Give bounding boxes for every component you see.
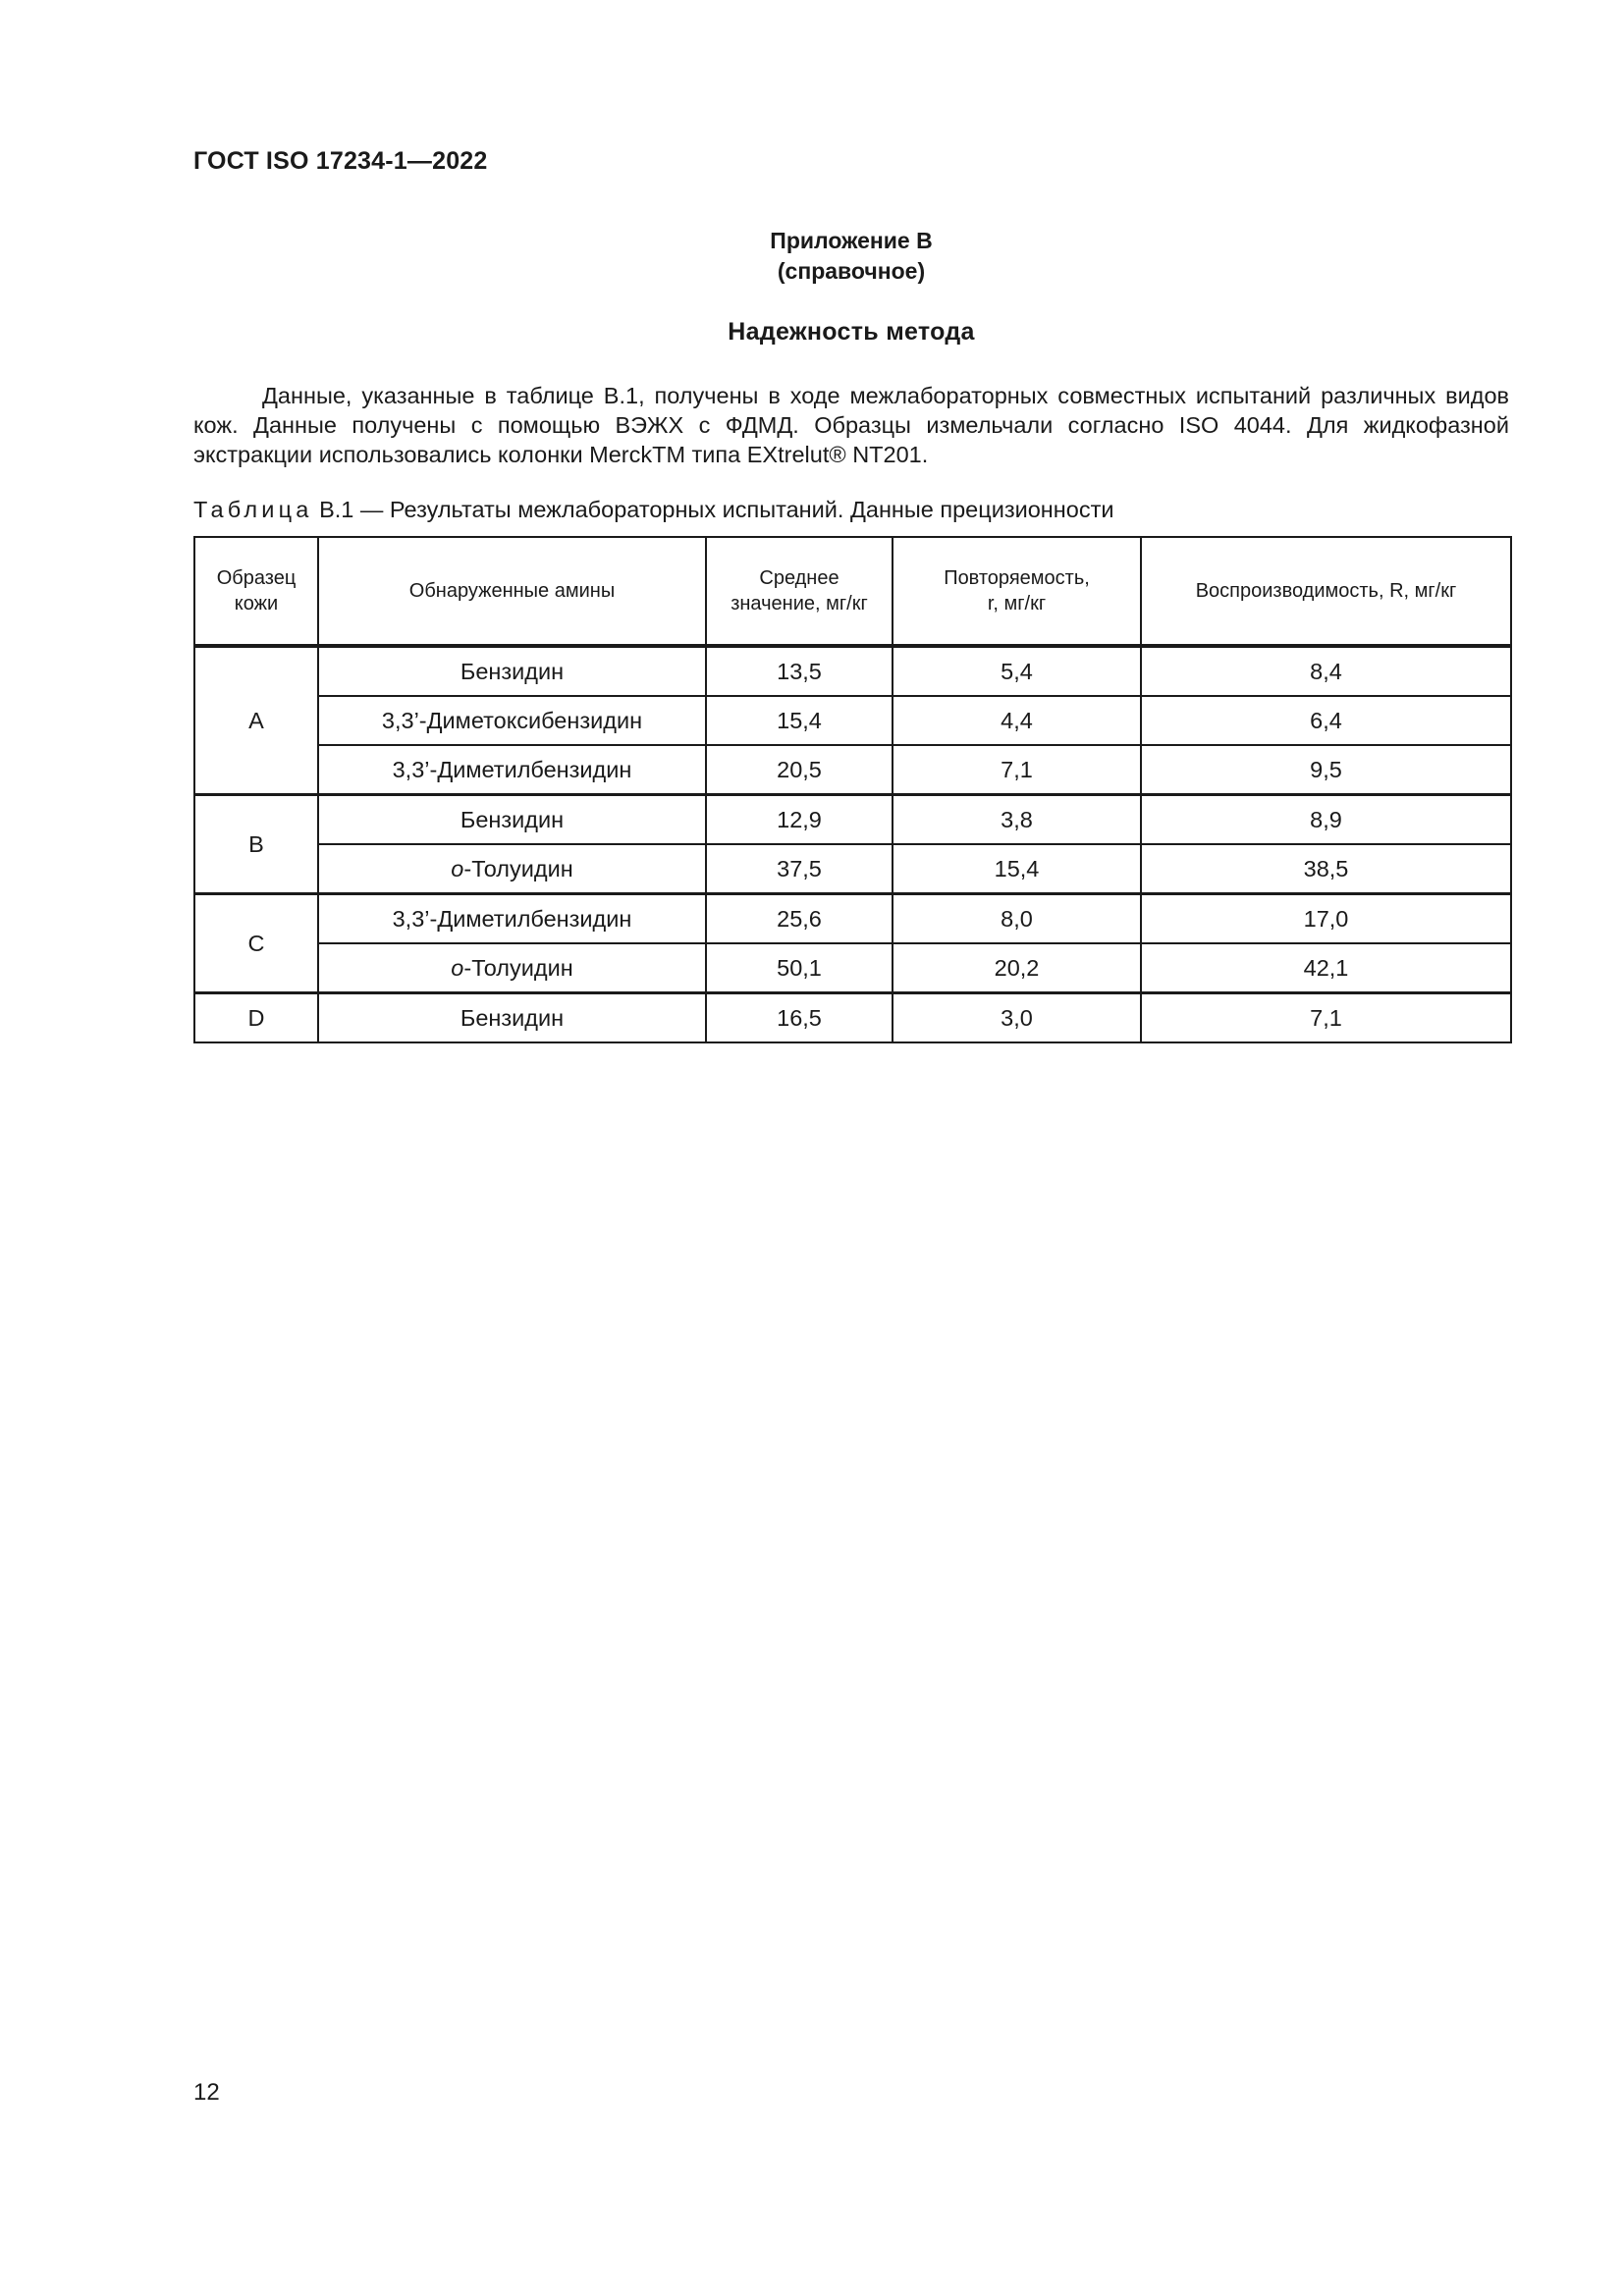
header-amines: Обнаруженные амины — [318, 537, 706, 646]
header-mean: Среднее значение, мг/кг — [706, 537, 893, 646]
header-repeatability: Повторяемость, r, мг/кг — [893, 537, 1141, 646]
page-number: 12 — [193, 2079, 220, 2106]
body-paragraph — [193, 381, 1509, 469]
amine-cell: Бензидин — [318, 993, 706, 1043]
amine-prefix: о — [451, 954, 464, 981]
repeatability-cell: 20,2 — [893, 943, 1141, 993]
repeatability-cell: 15,4 — [893, 844, 1141, 894]
amine-cell: 3,3’-Диметилбензидин — [318, 745, 706, 795]
amine-cell: Бензидин — [318, 646, 706, 696]
amine-prefix: о — [451, 855, 464, 881]
sample-cell: А — [194, 646, 318, 795]
table-row — [194, 795, 1511, 845]
appendix-title: Приложение В — [770, 228, 933, 253]
mean-cell: 50,1 — [706, 943, 893, 993]
table-row — [194, 745, 1511, 795]
header-sample: Образец кожи — [194, 537, 318, 646]
mean-cell: 12,9 — [706, 795, 893, 845]
repeatability-cell: 7,1 — [893, 745, 1141, 795]
amine-cell: Бензидин — [318, 795, 706, 845]
reproducibility-cell: 42,1 — [1141, 943, 1511, 993]
repeatability-cell: 3,8 — [893, 795, 1141, 845]
header-reproducibility: Воспроизводимость, R, мг/кг — [1141, 537, 1511, 646]
repeatability-cell: 5,4 — [893, 646, 1141, 696]
sample-cell: D — [194, 993, 318, 1043]
appendix-type: (справочное) — [777, 258, 926, 284]
mean-cell: 20,5 — [706, 745, 893, 795]
reproducibility-cell: 6,4 — [1141, 696, 1511, 745]
sample-cell: В — [194, 795, 318, 894]
reproducibility-cell: 8,9 — [1141, 795, 1511, 845]
table-row — [194, 943, 1511, 993]
mean-cell: 37,5 — [706, 844, 893, 894]
document-code: ГОСТ ISO 17234-1—2022 — [193, 147, 488, 175]
body-paragraph-text: Данные, указанные в таблице В.1, получены в ходе межлабораторных совместных испытаний различных видов кож. Данные получены с помощью ВЭЖХ с ФДМД. Образцы измельчали согласно ISO 4044. Для жидкофазной экстракции использовались колонки MerckTM типа EXtrelut® NT201. — [193, 383, 1509, 467]
table-row — [194, 696, 1511, 745]
sample-cell: С — [194, 894, 318, 993]
reproducibility-cell: 9,5 — [1141, 745, 1511, 795]
repeatability-cell: 4,4 — [893, 696, 1141, 745]
table-row — [194, 894, 1511, 944]
amine-cell: о-Толуидин — [318, 844, 706, 894]
results-table — [193, 536, 1512, 1043]
repeatability-cell: 8,0 — [893, 894, 1141, 944]
repeatability-cell: 3,0 — [893, 993, 1141, 1043]
mean-cell: 15,4 — [706, 696, 893, 745]
mean-cell: 13,5 — [706, 646, 893, 696]
reproducibility-cell: 8,4 — [1141, 646, 1511, 696]
table-row — [194, 844, 1511, 894]
reproducibility-cell: 7,1 — [1141, 993, 1511, 1043]
table-row — [194, 993, 1511, 1043]
amine-cell: 3,3’-Диметилбензидин — [318, 894, 706, 944]
mean-cell: 16,5 — [706, 993, 893, 1043]
table-caption — [193, 497, 1113, 523]
reproducibility-cell: 17,0 — [1141, 894, 1511, 944]
table-caption-text: В.1 — Результаты межлабораторных испытаний. Данные прецизионности — [312, 497, 1114, 522]
amine-cell: 3,3’-Диметоксибензидин — [318, 696, 706, 745]
reproducibility-cell: 38,5 — [1141, 844, 1511, 894]
table-header-row — [194, 537, 1511, 646]
table-row — [194, 646, 1511, 696]
amine-cell: о-Толуидин — [318, 943, 706, 993]
section-title: Надежность метода — [728, 318, 975, 346]
mean-cell: 25,6 — [706, 894, 893, 944]
table-caption-label: Таблица — [193, 497, 313, 522]
